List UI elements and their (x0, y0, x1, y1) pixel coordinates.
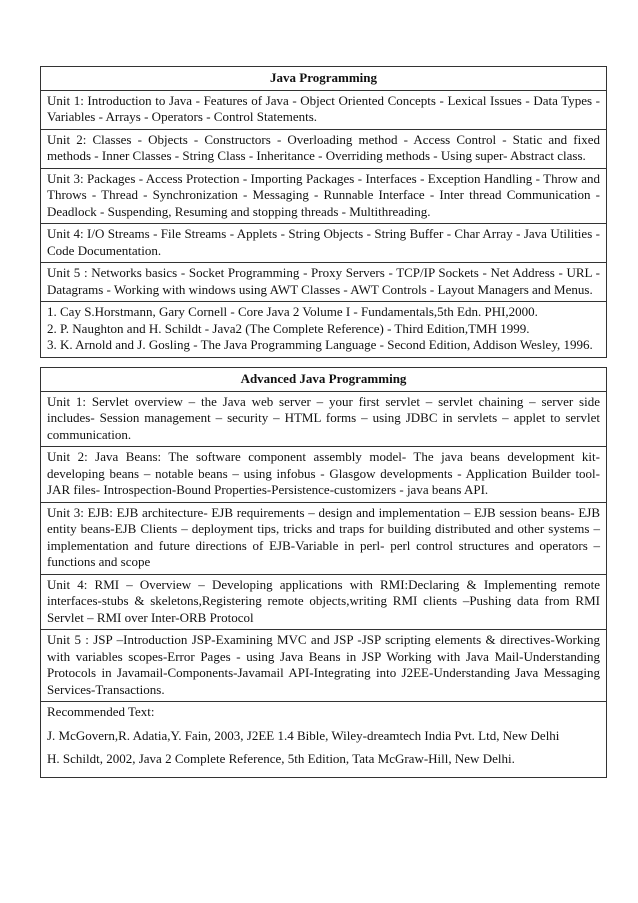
unit-5: Unit 5 : Networks basics - Socket Programming - Proxy Servers - TCP/IP Sockets - Net Address - URL - Datagrams - Working with windows using AWT Classes - AWT Controls - Layout Managers and Menus. (41, 263, 607, 302)
unit-2: Unit 2: Java Beans: The software component assembly model- The java beans development kit- developing beans – notable beans – using infobus - Glasgow developments - Application Builder tool- JAR files- Introspection-Bound Properties-Persistence-customizers - java beans API. (41, 447, 607, 503)
recommended-label: Recommended Text: (47, 704, 155, 719)
unit-3: Unit 3: Packages - Access Protection - Importing Packages - Interfaces - Exception Handling - Throw and Throws - Thread - Synchronization - Messaging - Runnable Interface - Inter thread Communication - Deadlock - Suspending, Resuming and stopping threads - Multithreading. (41, 168, 607, 224)
references (41, 302, 607, 358)
recommended-book-1: J. McGovern,R. Adatia,Y. Fain, 2003, J2EE 1.4 Bible, Wiley-dreamtech India Pvt. Ltd, New Delhi (47, 727, 560, 743)
unit-5: Unit 5 : JSP –Introduction JSP-Examining MVC and JSP -JSP scripting elements & directives-Working with variables scopes-Error Pages - using Java Beans in JSP Working with Java Mail-Understanding Protocols in Javamail-Components-Javamail API-Integrating into J2EE-Understanding Java Messaging Services-Transactions. (41, 630, 607, 702)
unit-4: Unit 4: RMI – Overview – Developing applications with RMI:Declaring & Implementing remote interfaces-stubs & skeletons,Registering remote objects,writing RMI clients –Pushing data from RMI Servlet – RMI over Inter-ORB Protocol (41, 574, 607, 630)
reference-2: 2. P. Naughton and H. Schildt - Java2 (The Complete Reference) - Third Edition,TMH 1999. (47, 320, 530, 336)
unit-1: Unit 1: Introduction to Java - Features of Java - Object Oriented Concepts - Lexical Issues - Data Types - Variables - Arrays - Operators - Control Statements. (41, 90, 607, 129)
unit-2: Unit 2: Classes - Objects - Constructors - Overloading method - Access Control - Static and fixed methods - Inner Classes - String Class - Inheritance - Overriding methods - Using super- Abstract class. (41, 129, 607, 168)
reference-3: 3. K. Arnold and J. Gosling - The Java Programming Language - Second Edition, Addison Wesley, 1996. (47, 337, 593, 352)
advanced-java-programming-table (40, 367, 607, 778)
course-title: Advanced Java Programming (41, 368, 607, 392)
unit-4: Unit 4: I/O Streams - File Streams - Applets - String Objects - String Buffer - Char Array - Java Utilities - Code Documentation. (41, 224, 607, 263)
recommended-book-2: H. Schildt, 2002, Java 2 Complete Reference, 5th Edition, Tata McGraw-Hill, New Delhi. (47, 751, 515, 766)
reference-1: 1. Cay S.Horstmann, Gary Cornell - Core Java 2 Volume I - Fundamentals,5th Edn. PHI,2000. (47, 304, 538, 319)
unit-3: Unit 3: EJB: EJB architecture- EJB requirements – design and implementation – EJB session beans- EJB entity beans-EJB Clients – deployment tips, tricks and traps for building distributed and other systems – implementation and future directions of EJB-Variable in perl- perl control structures and operators – functions and scope (41, 502, 607, 574)
course-title: Java Programming (41, 67, 607, 91)
java-programming-table (40, 66, 607, 358)
unit-1: Unit 1: Servlet overview – the Java web server – your first servlet – servlet chaining – server side includes- Session management – security – HTML forms – using JDBC in servlets – applet to servlet communication. (41, 391, 607, 447)
recommended-text (41, 702, 607, 778)
